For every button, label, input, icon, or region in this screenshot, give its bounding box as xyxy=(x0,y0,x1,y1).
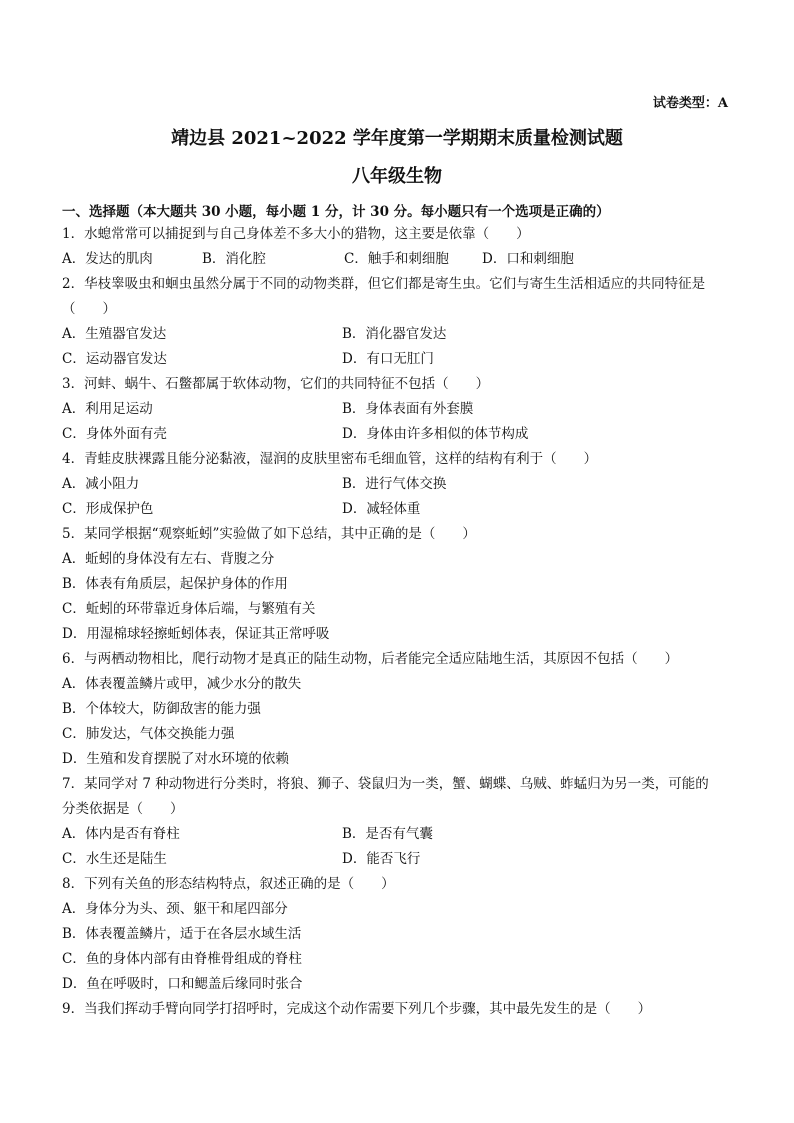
options-row xyxy=(62,247,742,272)
question-stem: 7．某同学对 7 种动物进行分类时，将狼、狮子、袋鼠归为一类，蟹、蝴蝶、乌贼、蚱蜢归为另一类，可能的 xyxy=(62,776,709,792)
option-c: C．形成保护色 xyxy=(62,501,154,517)
options-row xyxy=(62,497,742,522)
question-stem: 9．当我们挥动手臂向同学打招呼时，完成这个动作需要下列几个步骤，其中最先发生的是（ ） xyxy=(62,1001,652,1017)
question-stem: 1．水螅常常可以捕捉到与自己身体差不多大小的猎物，这主要是依靠（ ） xyxy=(62,226,530,242)
option-b: B．个体较大，防御敌害的能力强 xyxy=(62,701,261,717)
option-a: A．生殖器官发达 xyxy=(62,326,167,342)
options-row xyxy=(62,322,742,347)
option-b: B．消化器官发达 xyxy=(342,326,447,342)
option-c: C．肺发达，气体交换能力强 xyxy=(62,726,235,742)
option-d: D．生殖和发育摆脱了对水环境的依赖 xyxy=(62,751,289,767)
option-b: B．消化腔 xyxy=(202,251,266,267)
paper-type-label: 试卷类型：A xyxy=(652,96,728,111)
question-stem-cont: 分类依据是（ ） xyxy=(62,801,184,817)
option-a: A．发达的肌肉 xyxy=(62,251,153,267)
option-a: A．利用足运动 xyxy=(62,401,153,417)
option-c: C．水生还是陆生 xyxy=(62,851,167,867)
exam-title: 靖边县 2021~2022 学年度第一学期期末质量检测试题 xyxy=(171,128,623,149)
options-row xyxy=(62,397,742,422)
option-b: B．体表覆盖鳞片，适于在各层水域生活 xyxy=(62,926,302,942)
option-b: B．身体表面有外套膜 xyxy=(342,401,474,417)
option-d: D．有口无肛门 xyxy=(342,351,434,367)
option-a: A．减小阻力 xyxy=(62,476,140,492)
question-stem: 6．与两栖动物相比，爬行动物才是真正的陆生动物，后者能完全适应陆地生活，其原因不包括（ ） xyxy=(62,651,679,667)
options-row xyxy=(62,347,742,372)
option-d: D．用湿棉球轻擦蚯蚓体表，保证其正常呼吸 xyxy=(62,626,330,642)
question-stem-cont: （ ） xyxy=(62,301,116,317)
option-c: C．蚯蚓的环带靠近身体后端，与繁殖有关 xyxy=(62,601,316,617)
options-row xyxy=(62,847,742,872)
option-c: C．鱼的身体内部有由脊椎骨组成的脊柱 xyxy=(62,951,302,967)
question-stem: 4．青蛙皮肤裸露且能分泌黏液，湿润的皮肤里密布毛细血管，这样的结构有利于（ ） xyxy=(62,451,598,467)
options-row xyxy=(62,822,742,847)
question-stem: 2．华枝睾吸虫和蛔虫虽然分属于不同的动物类群，但它们都是寄生虫。它们与寄生生活相适应的共同特征是 xyxy=(62,276,706,292)
question-stem: 3．河蚌、蜗牛、石鳖都属于软体动物，它们的共同特征不包括（ ） xyxy=(62,376,490,392)
option-b: B．体表有角质层，起保护身体的作用 xyxy=(62,576,288,592)
option-b: B．进行气体交换 xyxy=(342,476,447,492)
option-c: C．运动器官发达 xyxy=(62,351,167,367)
option-d: D．能否飞行 xyxy=(342,851,421,867)
question-stem: 5．某同学根据“观察蚯蚓”实验做了如下总结，其中正确的是（ ） xyxy=(62,526,476,542)
option-a: A．体表覆盖鳞片或甲，减少水分的散失 xyxy=(62,676,302,692)
option-a: A．身体分为头、颈、躯干和尾四部分 xyxy=(62,901,288,917)
option-c: C．触手和刺细胞 xyxy=(344,251,449,267)
option-b: B．是否有气囊 xyxy=(342,826,433,842)
option-d: D．鱼在呼吸时，口和鳃盖后缘同时张合 xyxy=(62,976,303,992)
options-row xyxy=(62,472,742,497)
option-d: D．口和刺细胞 xyxy=(482,251,574,267)
question-list xyxy=(62,222,742,1022)
option-d: D．身体由许多相似的体节构成 xyxy=(342,426,529,442)
option-c: C．身体外面有壳 xyxy=(62,426,167,442)
section-heading: 一、选择题（本大题共 30 小题，每小题 1 分，计 30 分。每小题只有一个选项是正确的） xyxy=(62,204,610,220)
options-row xyxy=(62,422,742,447)
question-stem: 8．下列有关鱼的形态结构特点，叙述正确的是（ ） xyxy=(62,876,395,892)
option-a: A．体内是否有脊柱 xyxy=(62,826,180,842)
exam-subtitle: 八年级生物 xyxy=(352,166,442,187)
option-d: D．减轻体重 xyxy=(342,501,421,517)
option-a: A．蚯蚓的身体没有左右、背腹之分 xyxy=(62,551,275,567)
